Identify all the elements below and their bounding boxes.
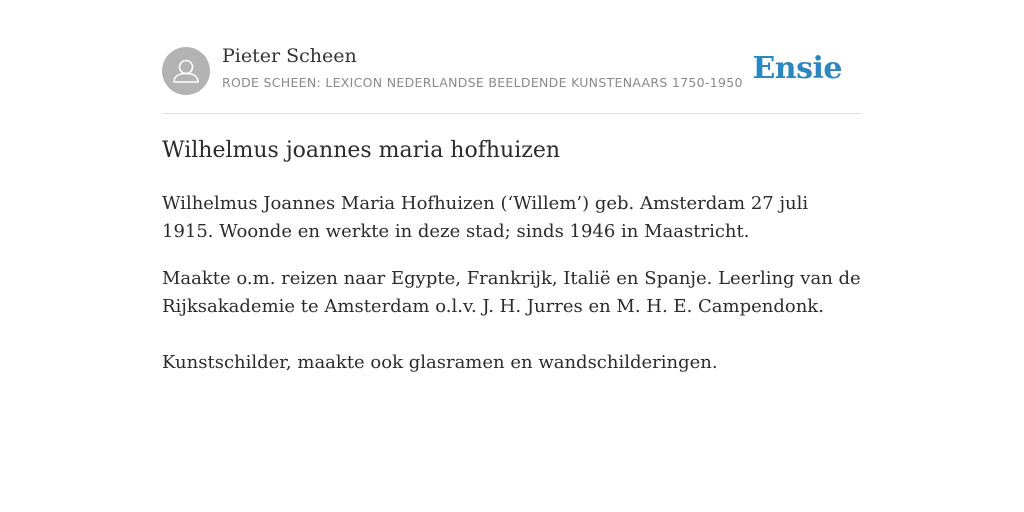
author-name[interactable]: Pieter Scheen <box>222 45 357 67</box>
ensie-logo[interactable]: Ensie <box>752 51 842 86</box>
article-paragraph-2: Maakte o.m. reizen naar Egypte, Frankrijk, Italië en Spanje. Leerling van de Rijksakademie te Amsterdam o.l.v. J. H. Jurres en M. H. E. Campendonk. <box>162 268 861 317</box>
page-title: Wilhelmus joannes maria hofhuizen <box>162 138 561 163</box>
user-silhouette-icon <box>162 47 210 95</box>
avatar[interactable] <box>162 47 210 95</box>
article-paragraph-3: Kunstschilder, maakte ook glasramen en wandschilderingen. <box>162 352 718 373</box>
source-title[interactable]: RODE SCHEEN: LEXICON NEDERLANDSE BEELDENDE KUNSTENAARS 1750-1950 <box>222 75 743 90</box>
article-header <box>162 0 862 114</box>
article-paragraph-1: Wilhelmus Joannes Maria Hofhuizen (‘Willem’) geb. Amsterdam 27 juli 1915. Woonde en werkte in deze stad; sinds 1946 in Maastricht. <box>162 193 809 242</box>
article-card <box>162 0 862 373</box>
